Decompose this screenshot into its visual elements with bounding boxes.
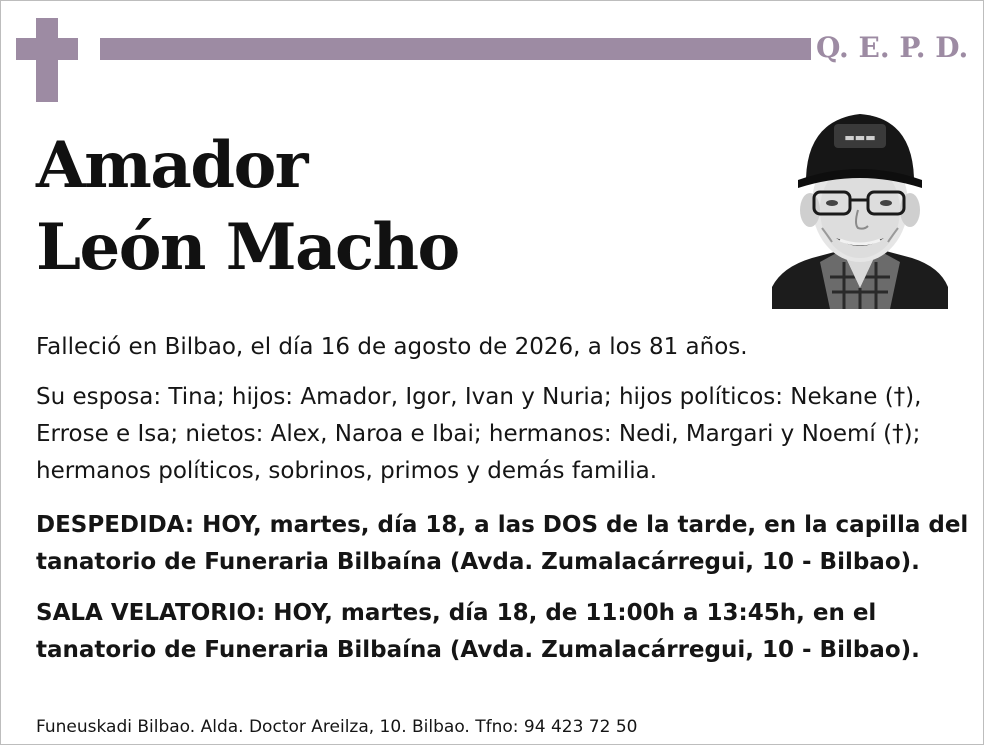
family-line: Errose e Isa; nietos: Alex, Naroa e Ibai; hermanos: Nedi, Margari y Noemí (†); — [36, 421, 921, 447]
deceased-first-name: Amador — [36, 128, 307, 203]
wake-room-line: tanatorio de Funeraria Bilbaína (Avda. Zumalacárregui, 10 - Bilbao). — [36, 637, 920, 663]
cross-icon-horizontal — [16, 38, 78, 60]
portrait-icon — [772, 102, 948, 309]
svg-text:▬▬▬: ▬▬▬ — [844, 131, 876, 144]
farewell-line: DESPEDIDA: HOY, martes, día 18, a las DOS de la tarde, en la capilla del — [36, 512, 969, 538]
cross-icon-vertical — [36, 18, 58, 102]
family-paragraph — [36, 379, 956, 490]
farewell-line: tanatorio de Funeraria Bilbaína (Avda. Zumalacárregui, 10 - Bilbao). — [36, 549, 920, 575]
funeral-home-footer: Funeuskadi Bilbao. Alda. Doctor Areilza, 10. Bilbao. Tfno: 94 423 72 50 — [36, 717, 638, 737]
qepd-label: Q. E. P. D. — [816, 31, 969, 64]
header-divider-bar — [100, 38, 811, 60]
death-notice — [36, 329, 956, 366]
death-notice-line: Falleció en Bilbao, el día 16 de agosto de 2026, a los 81 años. — [36, 334, 748, 360]
wake-room-paragraph — [36, 595, 956, 669]
portrait-photo — [772, 102, 948, 309]
family-line: hermanos políticos, sobrinos, primos y demás familia. — [36, 458, 658, 484]
wake-room-line: SALA VELATORIO: HOY, martes, día 18, de 11:00h a 13:45h, en el — [36, 600, 877, 626]
farewell-paragraph — [36, 507, 969, 581]
deceased-surnames: León Macho — [36, 210, 459, 285]
family-line: Su esposa: Tina; hijos: Amador, Igor, Ivan y Nuria; hijos políticos: Nekane (†), — [36, 384, 922, 410]
